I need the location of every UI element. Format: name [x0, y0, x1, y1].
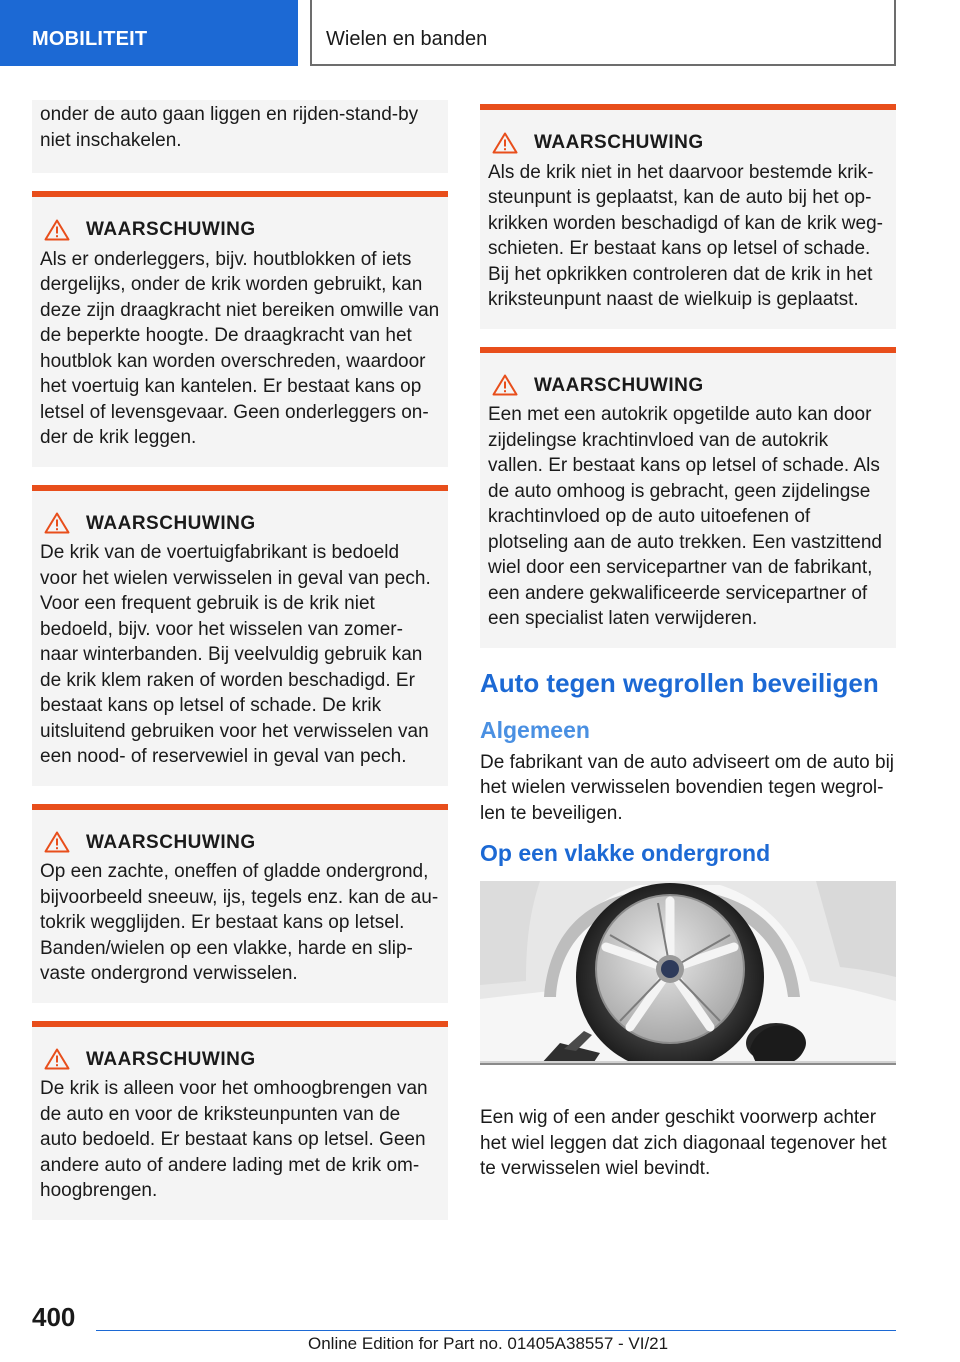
left-column: [32, 100, 448, 1238]
footer-edition: Online Edition for Part no. 01405A38557 - VI/21: [308, 1334, 669, 1353]
subheading-flat-ground: Op een vlakke ondergrond: [480, 840, 771, 866]
warning-heading: [40, 511, 440, 537]
warning-box: [480, 104, 896, 329]
warning-label: WAARSCHUWING: [86, 512, 256, 534]
subheading-general: Algemeen: [480, 716, 590, 743]
page-number: 400: [32, 1302, 76, 1332]
warning-box: [32, 191, 448, 467]
warning-text: Als er onderleggers, bijv. houtblokken of iets dergelijks, onder de krik worden gebruikt, kan deze zijn draagkracht niet bereiken omwille van de beperkte hoogte. De draagkracht van het houtblok kan worden overschreden, waardoor het voertuig kan kantelen. Er bestaat kans op letsel of levensgevaar. Geen onderleggers onder de krik leggen.: [40, 248, 440, 448]
general-text: De fabrikant van de auto adviseert om de auto bij het wielen verwisselen bovendien tegen wegrollen te beveiligen.: [480, 751, 895, 824]
warning-box: [480, 347, 896, 648]
warning-heading: [40, 217, 440, 243]
warning-triangle-icon: [44, 1048, 70, 1070]
warning-heading: [40, 830, 440, 856]
warning-triangle-icon: [44, 219, 70, 241]
wheel-chock-illustration: [480, 881, 896, 1065]
warning-heading: [488, 130, 888, 156]
warning-box: [32, 804, 448, 1003]
warning-text: Als de krik niet in het daarvoor bestemde kriksteunpunt is geplaatst, kan de auto bij het opkrikken worden beschadigd of kan de krik wegschieten. Er bestaat kans op letsel of schade. Bij het opkrikken controleren dat de krik in het kriksteunpunt naast de wielkuip is geplaatst.: [488, 161, 883, 310]
section-heading: Auto tegen wegrollen beveiligen: [480, 667, 879, 698]
warning-triangle-icon: [492, 374, 518, 396]
right-column: [480, 104, 896, 1182]
warning-triangle-icon: [492, 132, 518, 154]
warning-text: Een met een autokrik opgetilde auto kan door zijdelingse krachtinvloed van de autokrik vallen. Er bestaat kans op letsel of schade. Als de auto omhoog is gebracht, geen zijdelingse krachtinvloed op de auto uitoefenen of plotseling aan de auto trekken. Een vastzittend wiel door een servicepartner van de fabrikant, een andere gekwalificeerde servicepartner of een specialist laten verwijderen.: [488, 404, 882, 629]
warning-heading: [488, 373, 888, 399]
warning-box: [32, 1021, 448, 1220]
warning-label: WAARSCHUWING: [534, 132, 704, 153]
warning-text: De krik van de voertuigfabrikant is bedoeld voor het wielen verwisselen in geval van pech. Voor een frequent gebruik is de krik niet bedoeld, bijv. voor het wisselen van zomer- naar winterbanden. Bij veelvuldig gebruik kan de krik klem raken of worden beschadigd. Er bestaat kans op letsel of schade. De krik uitsluitend gebruiken voor het verwisselen van een nood- of reservewiel in geval van pech.: [40, 542, 431, 767]
section-tab: [0, 0, 298, 66]
section-label: MOBILITEIT: [32, 28, 148, 50]
warning-box: [32, 485, 448, 786]
car-wheel-image: [480, 881, 896, 1065]
flat-ground-text: Een wig of een ander geschikt voorwerp achter het wiel leggen dat zich diagonaal tegenover het te verwisselen wiel bevindt.: [480, 1107, 887, 1179]
warning-label: WAARSCHUWING: [86, 219, 256, 240]
continuation-box: [32, 100, 448, 173]
page-header: [0, 0, 960, 66]
warning-triangle-icon: [44, 831, 70, 853]
warning-heading: [40, 1047, 440, 1073]
chapter-title-box: [310, 0, 896, 66]
footer-divider: [96, 1330, 896, 1331]
warning-label: WAARSCHUWING: [86, 1048, 256, 1070]
warning-triangle-icon: [44, 512, 70, 534]
warning-text: De krik is alleen voor het omhoogbrengen van de auto en voor de kriksteunpunten van de auto bedoeld. Er bestaat kans op letsel. Geen andere auto of andere lading met de krik omhoogbrengen.: [40, 1078, 428, 1201]
continuation-text: onder de auto gaan liggen en rijden-stand-by niet inschakelen.: [40, 104, 419, 151]
chapter-title: Wielen en banden: [326, 28, 488, 50]
warning-label: WAARSCHUWING: [534, 374, 704, 396]
warning-label: WAARSCHUWING: [86, 831, 256, 853]
warning-text: Op een zachte, oneffen of gladde ondergrond, bijvoorbeeld sneeuw, ijs, tegels enz. kan de autokrik wegglijden. Er bestaat kans op letsel. Banden/wielen op een vlakke, harde en slipvaste ondergrond verwisselen.: [40, 861, 439, 984]
